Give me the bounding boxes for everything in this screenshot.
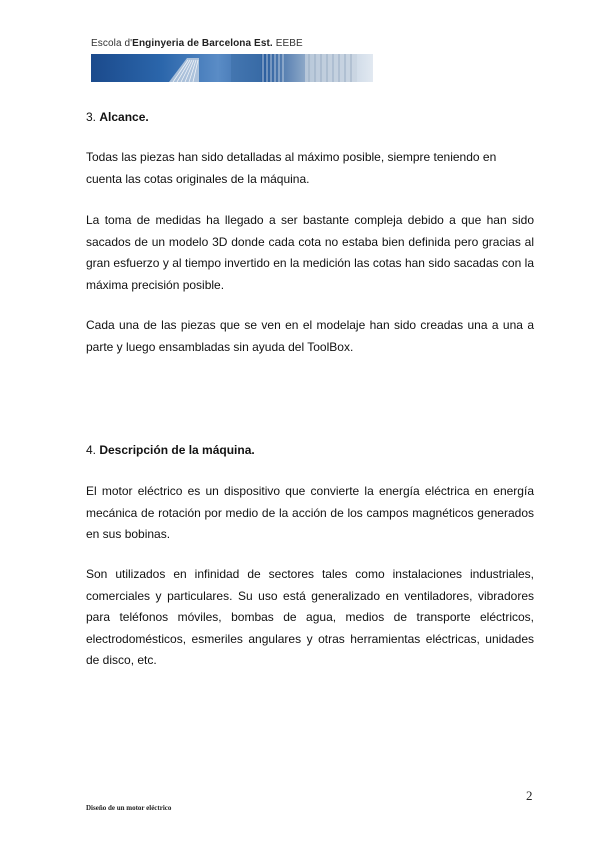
section-3-number: 3. <box>86 110 100 124</box>
section-4-paragraph-2: Son utilizados en infinidad de sectores tales como instalaciones industriales, comerciales y particulares. Su uso está generalizado en ventiladores, vibradores para teléfonos móviles, bombas de agua, medios de transporte eléctricos, electrodomésticos, esmeriles angulares y otras herramientas eléctricas, unidades de disco, etc. <box>86 567 534 668</box>
section-3-paragraph-1: Todas las piezas han sido detalladas al máximo posible, siempre teniendo en cuenta las cotas originales de la máquina. <box>86 150 497 186</box>
page-number: 2 <box>526 788 533 803</box>
section-4-title: Descripción de la máquina. <box>99 443 255 457</box>
header-institution <box>91 38 303 49</box>
header-suffix: EEBE <box>272 38 303 49</box>
building-photo-icon <box>91 54 373 82</box>
footer-document-title: Diseño de un motor eléctrico <box>86 804 172 812</box>
section-3-paragraph-3: Cada una de las piezas que se ven en el modelaje han sido creadas una a una a parte y luego ensambladas sin ayuda del ToolBox. <box>86 318 534 354</box>
header-prefix: Escola d' <box>91 38 133 49</box>
section-4-heading <box>86 443 255 457</box>
header-bold: Enginyeria de Barcelona Est. <box>132 38 273 49</box>
section-3-paragraph-2: La toma de medidas ha llegado a ser bastante compleja debido a que han sido sacados de un modelo 3D donde cada cota no estaba bien definida pero gracias al gran esfuerzo y al tiempo invertido en la medición las cotas han sido sacadas con la máxima precisión posible. <box>86 213 534 292</box>
section-3-title: Alcance. <box>99 110 149 124</box>
section-3-heading <box>86 110 149 124</box>
section-4-paragraph-1: El motor eléctrico es un dispositivo que convierte la energía eléctrica en energía mecánica de rotación por medio de la acción de los campos magnéticos generados en sus bobinas. <box>86 484 534 542</box>
header-banner-image <box>91 54 373 82</box>
section-4-number: 4. <box>86 443 100 457</box>
